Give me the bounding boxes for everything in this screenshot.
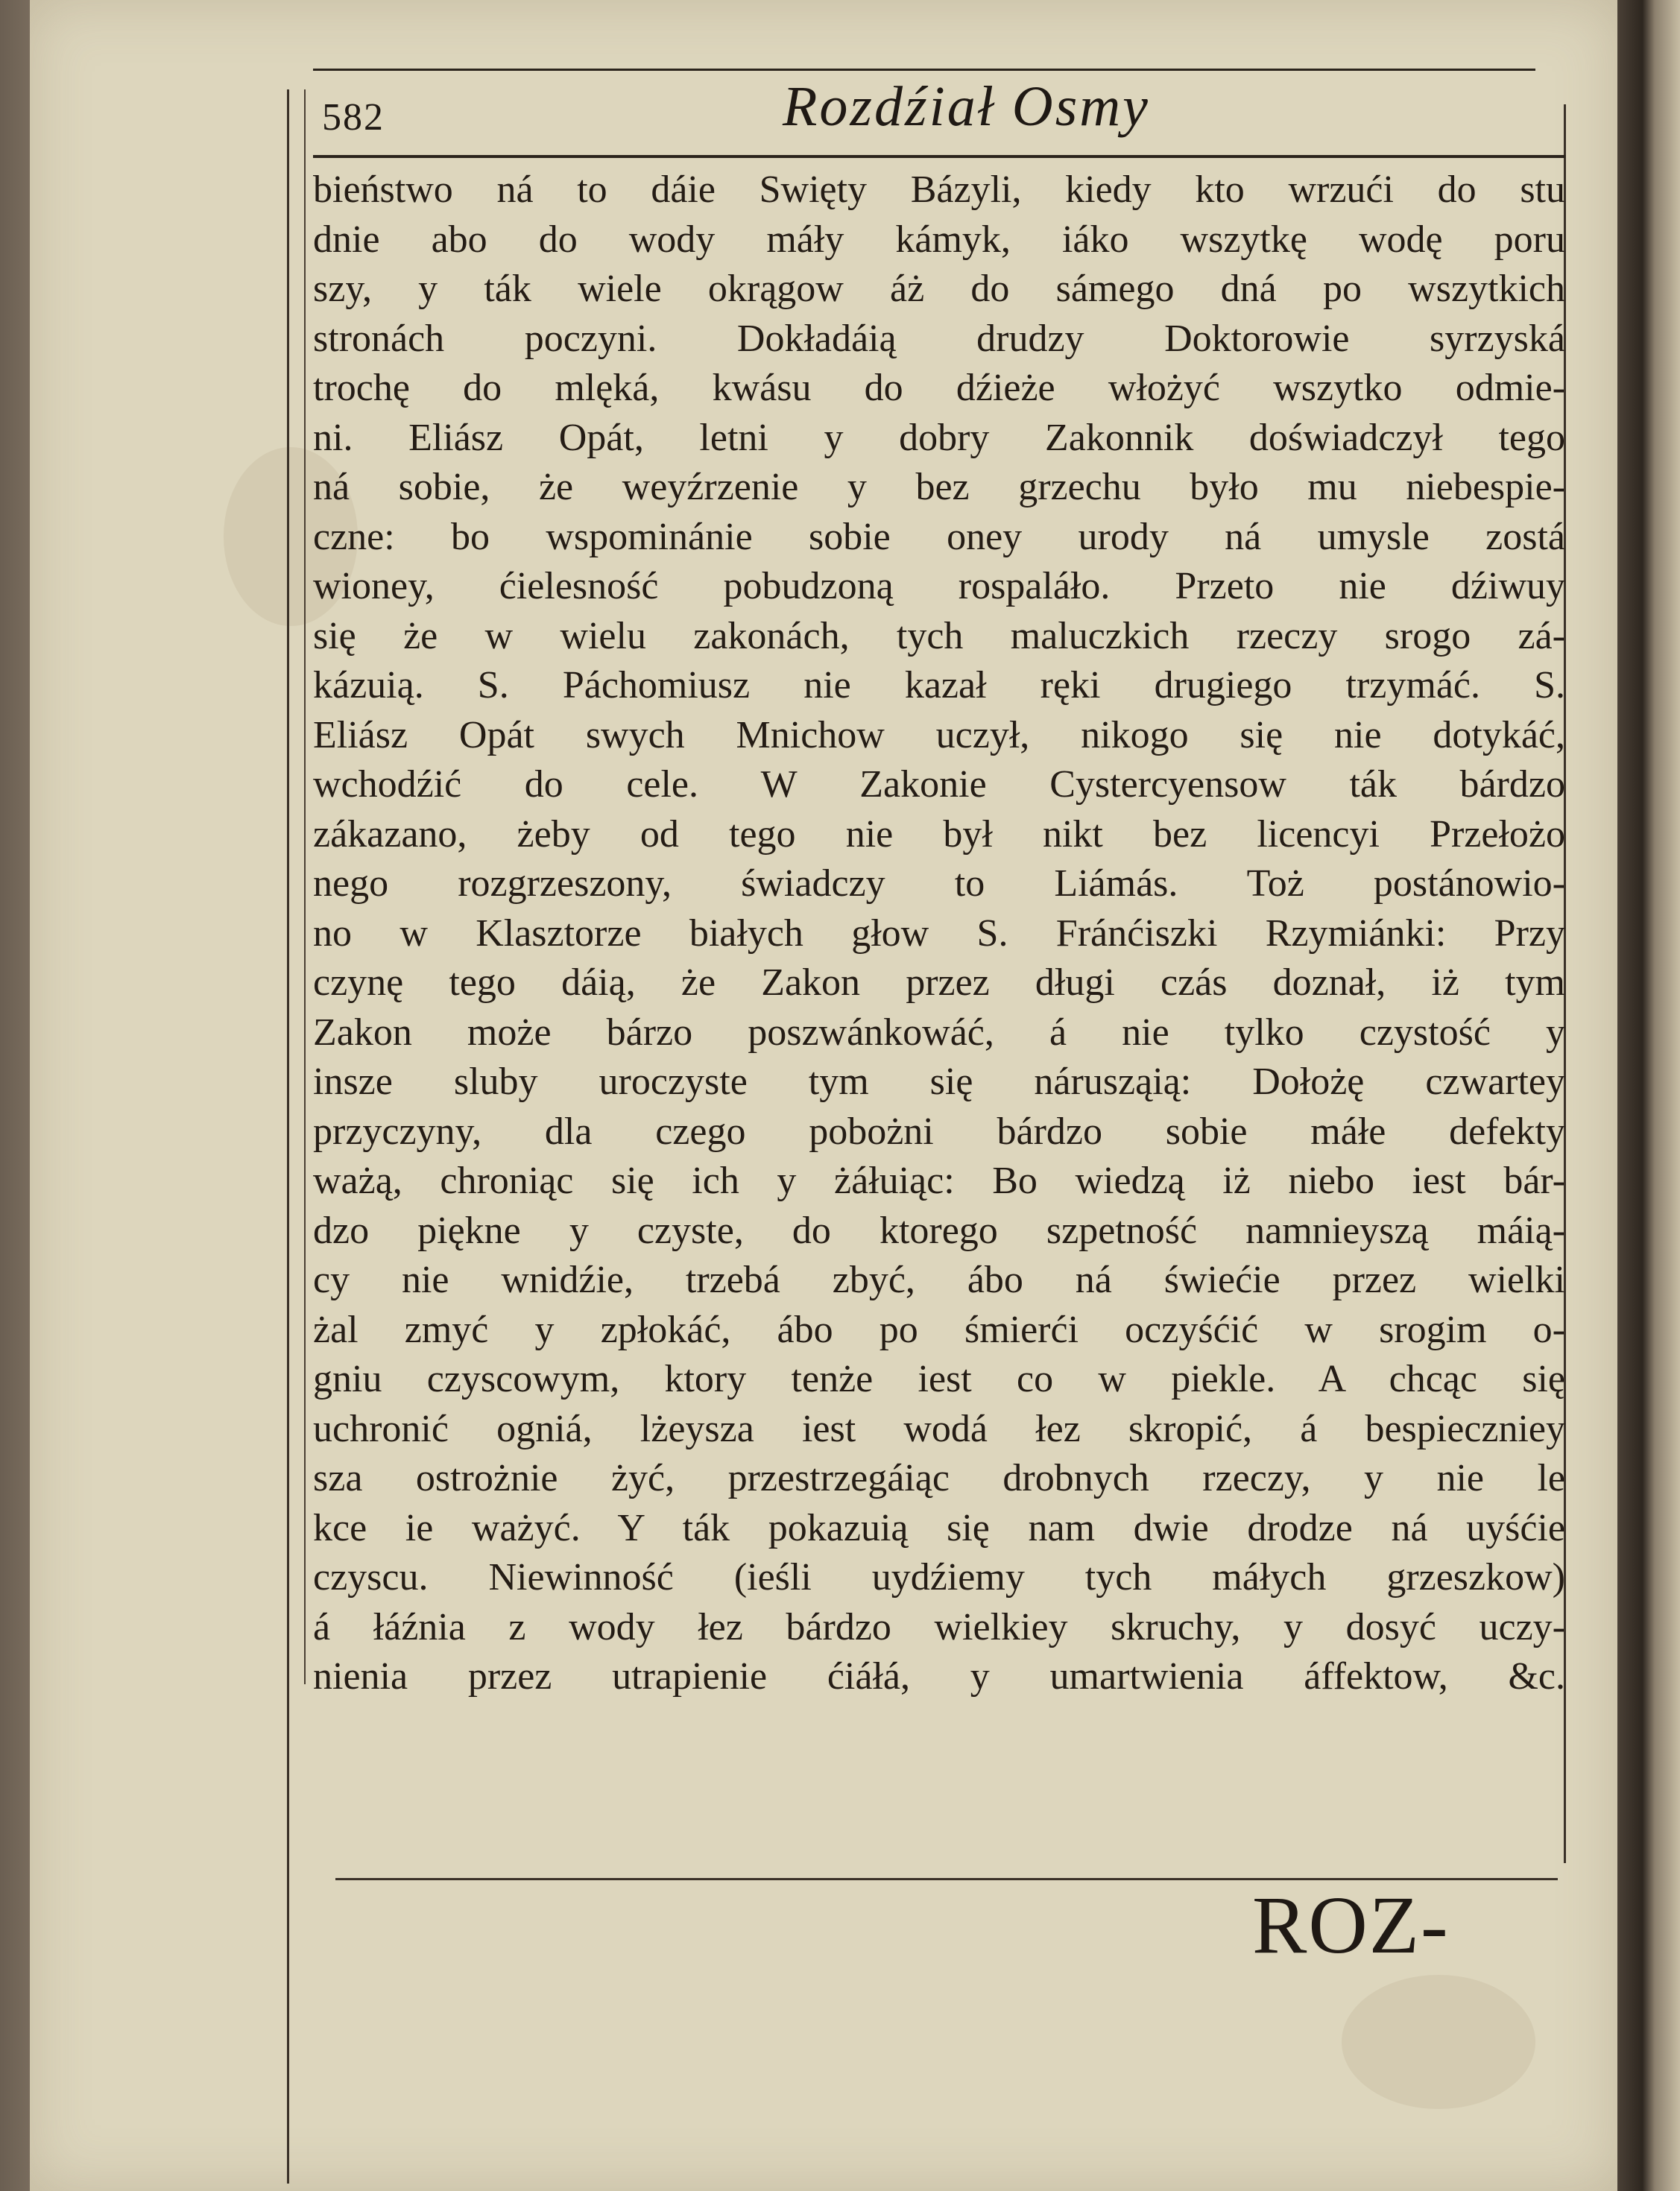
paper-stain	[1342, 1975, 1535, 2109]
text-line: ná sobie, że weyźrzenie y bez grzechu było mu niebespie-	[313, 466, 1565, 508]
text-line: kce ie ważyć. Y ták pokazuią się nam dwie drodze ná uyśćie	[313, 1506, 1565, 1549]
text-line: stronách poczyni. Dokładáią drudzy Doktorowie syrzyská	[313, 317, 1565, 360]
text-line: Eliász Opát swych Mnichow uczył, nikogo się nie dotykáć,	[313, 713, 1565, 756]
text-line: nego rozgrzeszony, świadczy to Liámás. Toż postánowio-	[313, 862, 1565, 905]
text-line: czne: bo wspominánie sobie oney urody ná umysle zostá	[313, 515, 1565, 558]
header-rule	[313, 155, 1565, 158]
catchword: ROZ-	[1252, 1879, 1450, 1970]
page-number: 582	[322, 96, 385, 139]
text-line: żal zmyć y zpłokáć, ábo po śmierći oczyśćić w srogim o-	[313, 1308, 1565, 1351]
running-title: Rozdźiał Osmy	[783, 75, 1150, 138]
text-line: zákazano, żeby od tego nie był nikt bez licencyi Przełożo	[313, 812, 1565, 856]
text-line: wioney, ćielesność pobudzoną rospaláło. Przeto nie dźiwuy	[313, 565, 1565, 607]
text-line: czynę tego dáią, że Zakon przez długi czás doznał, iż tym	[313, 961, 1565, 1004]
text-line: się że w wielu zakonách, tych maluczkich rzeczy srogo zá-	[313, 614, 1565, 657]
text-line: wchodźić do cele. W Zakonie Cystercyensow ták bárdzo	[313, 763, 1565, 806]
text-line: á łáźnia z wody łez bárdzo wielkiey skruchy, y dosyć uczy-	[313, 1605, 1565, 1648]
binding-edge	[1617, 0, 1680, 2191]
frame-left-inner-rule	[304, 89, 306, 1684]
text-line: czyscu. Niewinność (ieśli uydźiemy tych máłych grzeszkow)	[313, 1556, 1565, 1599]
text-line: uchronić ogniá, lżeysza iest wodá łez skropić, á bespieczniey	[313, 1407, 1565, 1450]
text-line: szy, y ták wiele okrągow áż do sámego dná po wszytkich	[313, 268, 1565, 310]
text-line: bieństwo ná to dáie Swięty Bázyli, kiedy kto wrzući do stu	[313, 168, 1565, 211]
text-line: sza ostrożnie żyć, przestrzegáiąc drobnych rzeczy, y nie le	[313, 1457, 1565, 1499]
frame-top-rule	[313, 69, 1535, 71]
body-text	[313, 165, 1565, 1702]
text-line: gniu czyscowym, ktory tenże iest co w piekle. A chcąc się	[313, 1358, 1565, 1400]
text-line: dnie abo do wody máły kámyk, iáko wszytkę wodę poru	[313, 218, 1565, 261]
text-line: dzo piękne y czyste, do ktorego szpetność namnieyszą máią-	[313, 1209, 1565, 1252]
text-line: ważą, chroniąc się ich y żáłuiąc: Bo wiedzą iż niebo iest bár-	[313, 1160, 1565, 1202]
text-line: insze sluby uroczyste tym się nárusząią: Dołożę czwartey	[313, 1060, 1565, 1103]
text-line: przyczyny, dla czego pobożni bárdzo sobie máłe defekty	[313, 1110, 1565, 1153]
text-line: cy nie wnidźie, trzebá zbyć, ábo ná świećie przez wielki	[313, 1259, 1565, 1301]
text-line: ni. Eliász Opát, letni y dobry Zakonnik doświadczył tego	[313, 416, 1565, 459]
text-line: no w Klasztorze białych głow S. Fránćiszki Rzymiánki: Przy	[313, 911, 1565, 955]
text-line: nienia przez utrapienie ćiáłá, y umartwienia áffektow, &c.	[313, 1655, 1565, 1698]
text-line: kázuią. S. Páchomiusz nie kazał ręki drugiego trzymáć. S.	[313, 664, 1565, 706]
text-line: Zakon może bárzo poszwánkowáć, á nie tylko czystość y	[313, 1011, 1565, 1054]
text-line: trochę do mlęká, kwásu do dźieże włożyć wszytko odmie-	[313, 367, 1565, 409]
frame-left-rule	[287, 89, 289, 2184]
